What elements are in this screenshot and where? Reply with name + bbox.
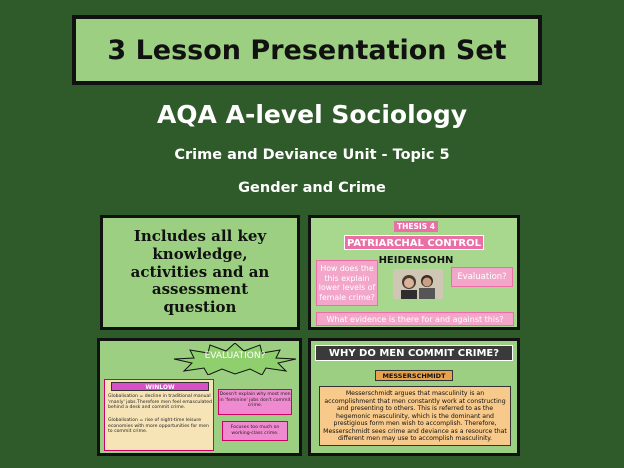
- slide-preview-why-men-commit-crime: [308, 338, 520, 456]
- features-text: Includes all key knowledge, activities and an assessment question: [130, 227, 270, 317]
- slide-heading: PATRIARCHAL CONTROL: [344, 235, 484, 250]
- evaluation-burst-text: EVALUATION?: [204, 351, 266, 361]
- slide-preview-patriarchal-control: [308, 215, 520, 330]
- evaluation-point-2: Focuses too much on working-class crime.: [222, 421, 288, 441]
- winlow-point-1: Globalisation = decline in traditional manual 'manly' jobs.Therefore men feel emasculated behind a desk and commit crime.: [108, 394, 212, 411]
- slide-heading: WHY DO MEN COMMIT CRIME?: [315, 345, 513, 361]
- subject-heading: AQA A-level Sociology: [156, 100, 468, 129]
- messerschmidt-label: MESSERSCHMIDT: [375, 370, 453, 381]
- features-card: [100, 215, 300, 330]
- title-banner: [72, 15, 542, 85]
- topic-heading: Gender and Crime: [238, 180, 386, 196]
- author-name: HEIDENSOHN: [378, 255, 454, 266]
- thesis-label: THESIS 4: [394, 221, 438, 232]
- question-box: How does the this explain lower levels of female crime?: [316, 260, 378, 306]
- winlow-point-2: Globalisation = rise of night-time leisure economies with more opportunities for men to commit crime.: [108, 418, 209, 435]
- slide-preview-evaluation: [97, 338, 302, 456]
- winlow-box: [104, 379, 214, 451]
- evaluation-box: Evaluation?: [451, 267, 513, 287]
- messerschmidt-body: Messerschmidt argues that masculinity is an accomplishment that men constantly work at constructing and presenting to others. This is referred to as the hegemonic masculinity, which is the dominant and prestigious form men wish to accomplish. Therefore, Messerschmidt sees crime and deviance as a resource that different men may use to accomplish masculinity.: [319, 386, 511, 446]
- photo: [393, 269, 443, 299]
- evidence-bar: What evidence is there for and against this?: [316, 312, 514, 326]
- unit-heading: Crime and Deviance Unit - Topic 5: [174, 147, 450, 163]
- winlow-label: WINLOW: [111, 382, 209, 391]
- portrait-photo-icon: [393, 269, 443, 299]
- presentation-title: 3 Lesson Presentation Set: [107, 34, 507, 66]
- evaluation-point-1: Doesn't explain why most men in 'feminine' jobs don't commit crime.: [218, 389, 292, 415]
